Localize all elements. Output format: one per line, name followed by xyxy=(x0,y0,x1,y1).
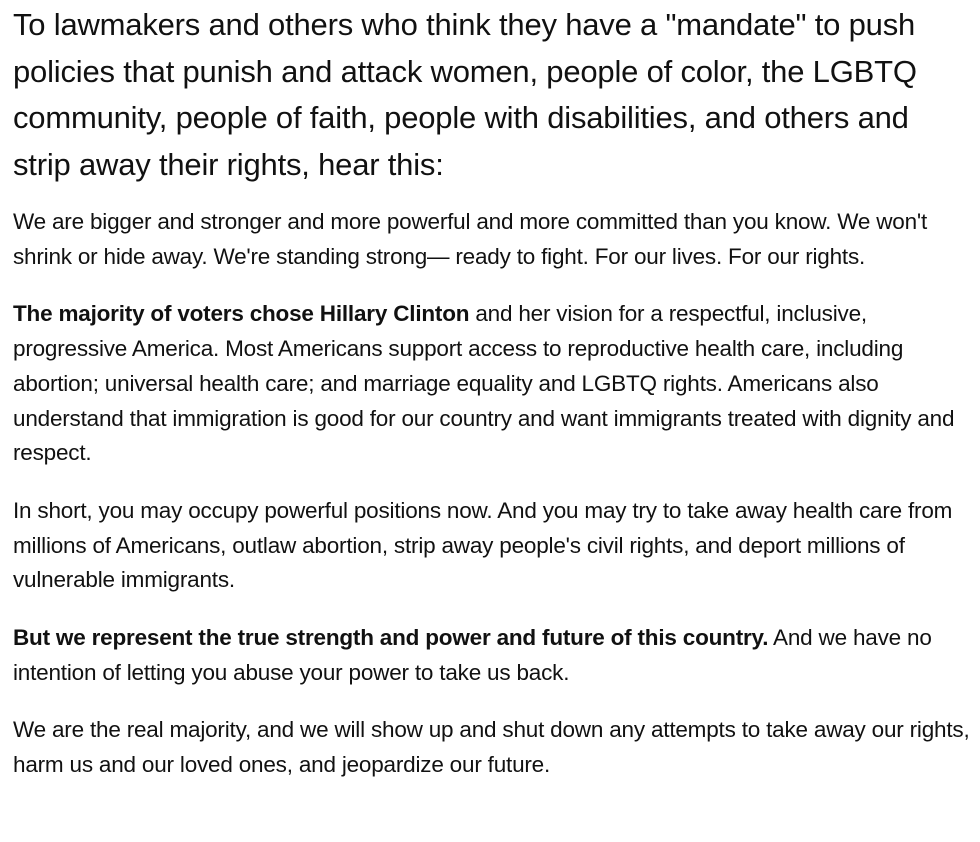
paragraph-commitment xyxy=(13,205,970,274)
paragraph-real-majority xyxy=(13,713,970,782)
paragraph-powerful-positions xyxy=(13,494,970,598)
paragraph-text: We are the real majority, and we will show up and shut down any attempts to take away our rights, harm us and our loved ones, and jeopardize our future. xyxy=(13,717,970,778)
paragraph-text: And we have no intention of letting you abuse your power to take us back. xyxy=(13,625,932,685)
paragraph-text: We are bigger and stronger and more powerful and more committed than you know. We won't shrink or hide away. We're standing strong— ready to fight. For our lives. For our rights. xyxy=(13,209,928,269)
headline: To lawmakers and others who think they have a "mandate" to push policies that punish and attack women, people of color, the LGBTQ community, people of faith, people with disabilities, and others and strip away their rights, hear this: xyxy=(13,7,917,182)
paragraph-bold-lead: The majority of voters chose Hillary Clinton xyxy=(13,301,470,327)
paragraph-majority-voters xyxy=(13,297,970,471)
paragraph-text: and her vision for a respectful, inclusive, progressive America. Most Americans support access to reproductive health care, including abortion; universal health care; and marriage equality and LGBTQ rights. Americans also understand that immigration is good for our country and want immigrants treated with dignity and respect. xyxy=(13,301,955,466)
paragraph-bold-lead: But we represent the true strength and power and future of this country. xyxy=(13,625,769,651)
paragraph-true-strength xyxy=(13,621,970,690)
paragraph-text: In short, you may occupy powerful positions now. And you may try to take away health care from millions of Americans, outlaw abortion, strip away people's civil rights, and deport millions of vulnerable immigrants. xyxy=(13,497,953,593)
